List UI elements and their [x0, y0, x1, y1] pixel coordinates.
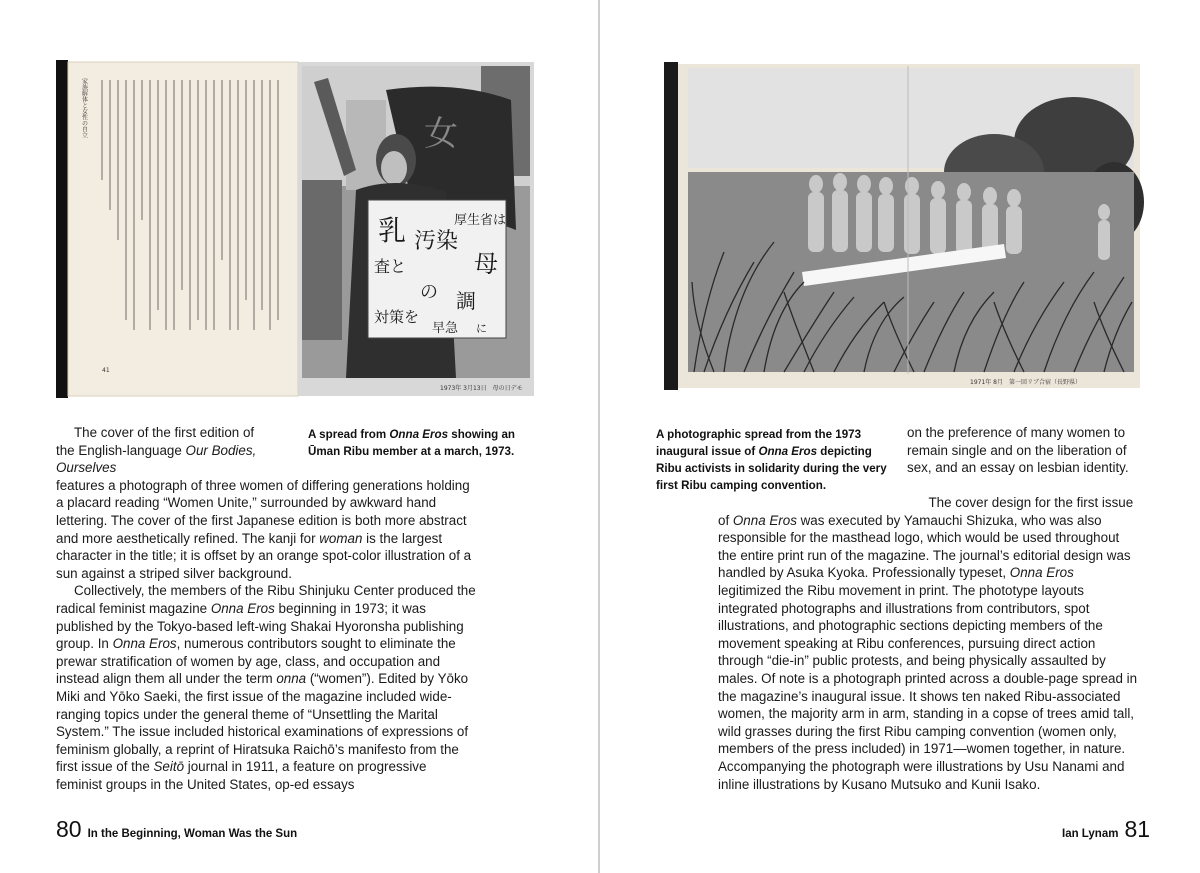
intro-text-run-2b: Our Bodies, Ourselves: [56, 442, 257, 476]
right-photo-caption: [656, 426, 892, 494]
right-caption-run-3: depicting Ribu activists in solidarity during the very first Ribu camping convention.: [656, 445, 887, 492]
placard-text-right-1: 母: [474, 250, 498, 278]
magazine-spread-march-image: [56, 60, 544, 398]
page-number-80: 80: [56, 816, 82, 842]
left-folio: [56, 816, 297, 843]
intro-text-run-4: woman: [319, 530, 363, 546]
placard-text-right-0: 厚生省は: [454, 213, 507, 228]
placard-text-0: 乳: [378, 214, 407, 247]
page-number-81: 81: [1124, 816, 1151, 842]
para2-text-run-4: Onna Eros: [112, 636, 177, 652]
right-para-1: [907, 424, 1139, 477]
para2-text-run-6: onna: [276, 671, 307, 687]
right-caption-run-2: Onna Eros: [758, 445, 818, 458]
right-para2-run-2: Onna Eros: [732, 512, 797, 528]
jp-page-number: 41: [102, 367, 110, 374]
placard-text-5: 対策を: [374, 308, 420, 326]
right-para2-run-4: Onna Eros: [1009, 565, 1074, 581]
intro-text-run-5: is the largest character in the title; it is offset by an orange spot-color illustration of a sun against a striped silver background.: [56, 530, 472, 581]
para2-text-run-2: Onna Eros: [210, 600, 275, 616]
right-para1-text: on the preference of many women to remain single and on the liberation of sex, and an essay on lesbian identity.: [907, 425, 1129, 476]
running-title: In the Beginning, Woman Was the Sun: [87, 828, 298, 840]
para2-text-run-8: Seitō: [153, 759, 185, 775]
placard-text-6: 早急: [432, 321, 459, 336]
intro-text-run-1b: The cover of the first edition of the English-language: [56, 425, 255, 458]
right-caption-run-1: A photographic spread from the 1973 inaugural issue of: [656, 428, 862, 458]
placard-text-7: に: [476, 322, 487, 335]
right-spread-photo: [664, 62, 1144, 390]
para2-text-run-7: (“women”). Edited by Yōko Miki and Yōko Saeki, the first issue of the magazine included wide-ranging topics under the general theme of “Unsettling the Marital System.” The issue included historical examinations of expressions of feminism globally, a reprint of Hiratsuka Raichō’s manifesto from the first issue of the: [56, 671, 469, 775]
right-para2-run-5: legitimized the Ribu movement in print. The phototype layouts integrated photographs and illustrations from contributors, spot illustrations, and photographic sections depicting members of the movement speaking at Ribu conferences, pursuing direct action through “die-in” public protests, and being physically assaulted by males. Of note is a photograph printed across a double-page spread in the magazine’s inaugural issue. It shows ten naked Ribu-associated women, the majority arm in arm, standing in a copse of trees amid tall, wild grasses during the first Ribu camping convention (women only, members of the press included) in 1971—women together, in nature. Accompanying the photograph were illustrations by Usu Nanami and inline illustrations by Kusano Mutsuko and Kunii Isako.: [718, 582, 1138, 792]
spacer: The cover design for the first issue of: [718, 495, 1134, 528]
placard-text-4: 査と: [374, 257, 407, 276]
book-gutter: [598, 0, 600, 873]
left-photo-caption: [308, 426, 532, 460]
jp-photo-caption: 1973年 3月13日 母の日デモ: [440, 385, 523, 392]
right-para-2-body: [718, 494, 1139, 793]
magazine-spread-grassland-image: [664, 62, 1144, 390]
left-caption-run-4: Ūman Ribu member at a march, 1973.: [308, 445, 515, 458]
author-name: Ian Lynam: [1062, 828, 1119, 840]
para2-text-run-1: Collectively, the members of the Ribu Shinjuku Center produced the radical feminist magazine: [56, 583, 476, 616]
placard-text-2: の: [420, 282, 438, 303]
para2-text-run-3: beginning in 1973; it was published by the Tokyo-based left-wing Shakai Hyoronsha publishing group. In: [56, 600, 464, 652]
left-intro-paragraph-cont: [56, 424, 476, 793]
flag-glyph: 女: [424, 114, 458, 154]
left-caption-run-2: Onna Eros: [389, 428, 449, 441]
para2-text-run-5: , numerous contributors sought to eliminate the prewar stratification of women by age, class, and occupation and instead align them all under the term: [56, 636, 456, 687]
para2-text-run-9: journal in 1911, a feature on progressive feminist groups in the United States, op-ed essays: [56, 759, 427, 792]
intro-text-run-3: features a photograph of three women of differing generations holding a placard reading “Women Unite,” surrounded by awkward hand lettering. The cover of the first Japanese edition is both more abstract and more aesthetically refined. The kanji for: [56, 477, 470, 546]
placard-text-1: 汚染: [414, 229, 459, 254]
left-caption-run-3: showing an: [448, 428, 516, 441]
left-caption-run-1: A spread from: [308, 428, 390, 441]
right-para2-run-3: was executed by Yamauchi Shizuka, who was also responsible for the masthead logo, which would be used throughout the entire print run of the magazine. The journal’s editorial design was handled by Asuka Kyoka. Professionally typeset,: [718, 512, 1131, 581]
left-spread-photo: [56, 60, 544, 398]
jp-page-header: 家族解体と女性の自立: [80, 78, 88, 138]
placard-text-3: 調: [456, 289, 476, 313]
jp-photo-caption: 1971年 8月 第一回リブ合宿（長野県）: [970, 379, 1081, 386]
right-folio: [1062, 816, 1150, 843]
